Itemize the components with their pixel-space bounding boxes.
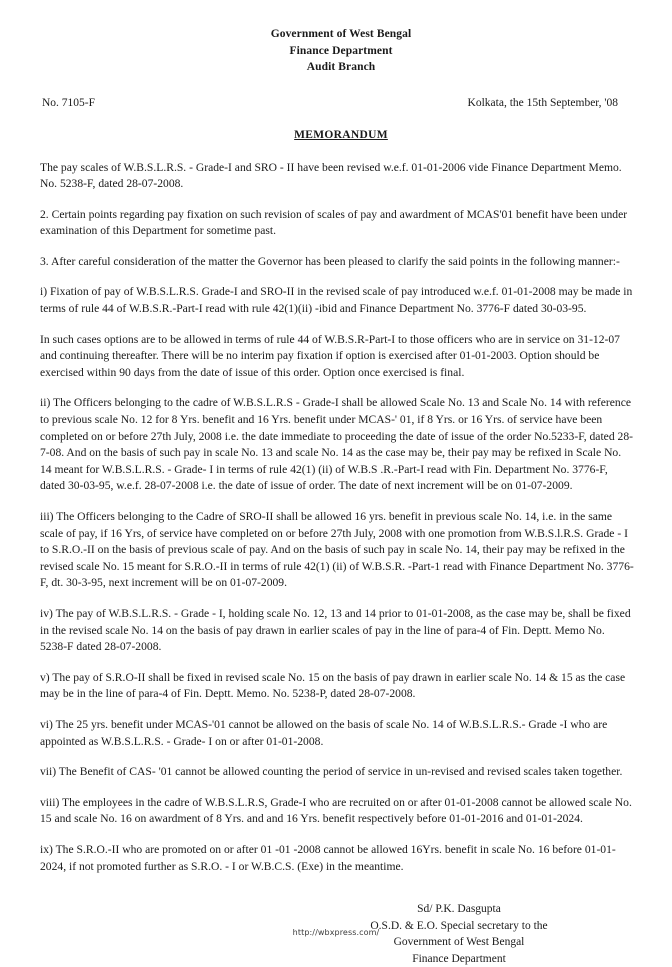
paragraph-2: 2. Certain points regarding pay fixation on such revision of scales of pay and awardment of MCAS'01 benefit have been under examination of this Department for sometime past. — [40, 207, 628, 238]
paragraph-options: In such cases options are to be allowed in terms of rule 44 of W.B.S.R-Part-I to those officers who are in service on 31-12-07 and continuing thereafter. There will be no interim pay fixation if option is exercised after 01-01-2003. Option should be exercised within 90 days from the date of issue of this order. Option once exercised is final. — [40, 332, 620, 379]
signatory-government: Government of West Bengal — [393, 936, 525, 949]
place-and-date: Kolkata, the 15th September, '08 — [467, 96, 618, 109]
paragraph-intro: The pay scales of W.B.S.L.R.S. - Grade-I and SRO - II have been revised w.e.f. 01-01-2006 vide Finance Department Memo. No. 5238-F, dated 28-07-2008. — [40, 160, 622, 191]
signatory-name: Sd/ P.K. Dasgupta — [417, 903, 501, 916]
letterhead — [40, 26, 642, 76]
signatory-designation: O.S.D. & E.O. Special secretary to the — [370, 919, 548, 932]
paragraph-3: 3. After careful consideration of the matter the Governor has been pleased to clarify the said points in the following manner:- — [40, 254, 620, 268]
paragraph-clause-viii: viii) The employees in the cadre of W.B.S.L.R.S, Grade-I who are recruited on or after 01-01-2008 cannot be allowed scale No. 15 and scale No. 16 on awardment of 8 Yrs. and and 16 Yrs. benefit respectively before 01-01-2016 and 01-01-2024. — [40, 795, 632, 826]
paragraph-clause-vii: vii) The Benefit of CAS- '01 cannot be allowed counting the period of service in un-revised and revised scales taken together. — [40, 765, 623, 779]
footer-url: http://wbxpress.com/ — [292, 928, 380, 937]
paragraph-clause-vi: vi) The 25 yrs. benefit under MCAS-'01 cannot be allowed on the basis of scale No. 14 of W.B.S.L.R.S.- Grade -I who are appointed as W.B.S.L.R.S. - Grade- I on or after 01-01-2008. — [40, 717, 608, 748]
document-body — [40, 160, 642, 876]
memo-number: No. 7105-F — [42, 96, 96, 109]
paragraph-clause-iii: iii) The Officers belonging to the Cadre of SRO-II shall be allowed 16 yrs. benefit in previous scale No. 14, i.e. in the same scale of pay, if 16 Yrs, of service have completed on or before 27th July, 2008 with one promotion from W.B.S.l.R.S. Grade - I to S.R.O.-II on the basis of previous scale of pay. And on the basis of such pay in scale No. 14, their pay may be refixed in the revised scale No. 15 meant for S.R.O.-II in terms of rule 42(1) (ii) of W.B.S.R. -Part-1 read with Finance Department No. 3776-F, dt. 30-3-95, next increment will be on 01-07-2009. — [40, 510, 634, 590]
letterhead-line-branch: Audit Branch — [306, 61, 376, 73]
memorandum-title: MEMORANDUM — [294, 128, 388, 141]
paragraph-clause-iv: iv) The pay of W.B.S.L.R.S. - Grade - I, holding scale No. 12, 13 and 14 prior to 01-01-2008, as the case may be, shall be fixed in the revised scale No. 14 on the basis of pay drawn in earlier scales of pay in the line of para-4 of Fin. Deptt. Memo No. 5238-F dated 28-07-2008. — [40, 606, 631, 654]
letterhead-line-department: Finance Department — [289, 44, 393, 57]
signatory-department: Finance Department — [412, 952, 506, 965]
page-footer — [0, 928, 672, 937]
paragraph-clause-ii: ii) The Officers belonging to the cadre of W.B.S.L.R.S - Grade-I shall be allowed Scale No. 13 and Scale No. 14 with reference to previous scale No. 12 for 8 Yrs. benefit and 16 Yrs. benefit under MCAS-' 01, if 8 Yrs. or 16 Yrs. of service have been completed on or before 27th July, 2008 i.e. the date immediate to proceeding the date of issue of the order No.5233-F, dated 28-7-08. And on the basis of such pay in scale No. 13 and scale No. 14 as the case may be, their pay may be refixed in Scale No. 14 meant for W.B.S.L.R.S. - Grade- I in terms of rule 42(1) (ii) of W.B.S .R.-Part-I read with Fin. Department No. 3776-F, dated 30-03-95, w.e.f. 28-07-2008 i.e. the date of issue of order. The date of next increment will be on 01-07-2009. — [40, 396, 633, 493]
paragraph-clause-ix: ix) The S.R.O.-II who are promoted on or after 01 -01 -2008 cannot be allowed 16Yrs. benefit in scale No. 16 before 01-01-2024, if not promoted further as S.R.O. - I or W.B.C.S. (Exe) in the meantime. — [40, 842, 616, 873]
paragraph-clause-v: v) The pay of S.R.O-II shall be fixed in revised scale No. 15 on the basis of pay drawn in earlier scale No. 14 & 15 as the case may be in the line of para-4 of Fin. Deptt. Memo. No. 5238-P, dated 28-07-2008. — [40, 670, 626, 701]
reference-line — [40, 97, 642, 109]
paragraph-clause-i: i) Fixation of pay of W.B.S.L.R.S. Grade-I and SRO-II in the revised scale of pay introduced w.e.f. 01-01-2008 may be made in terms of rule 44 of W.B.S.R.-Part-I read with rule 42(1)(ii) -ibid and Finance Department No. 3776-F dated 30-03-95. — [40, 285, 633, 316]
letterhead-line-government: Government of West Bengal — [270, 28, 412, 40]
memorandum-title-container — [40, 125, 642, 143]
